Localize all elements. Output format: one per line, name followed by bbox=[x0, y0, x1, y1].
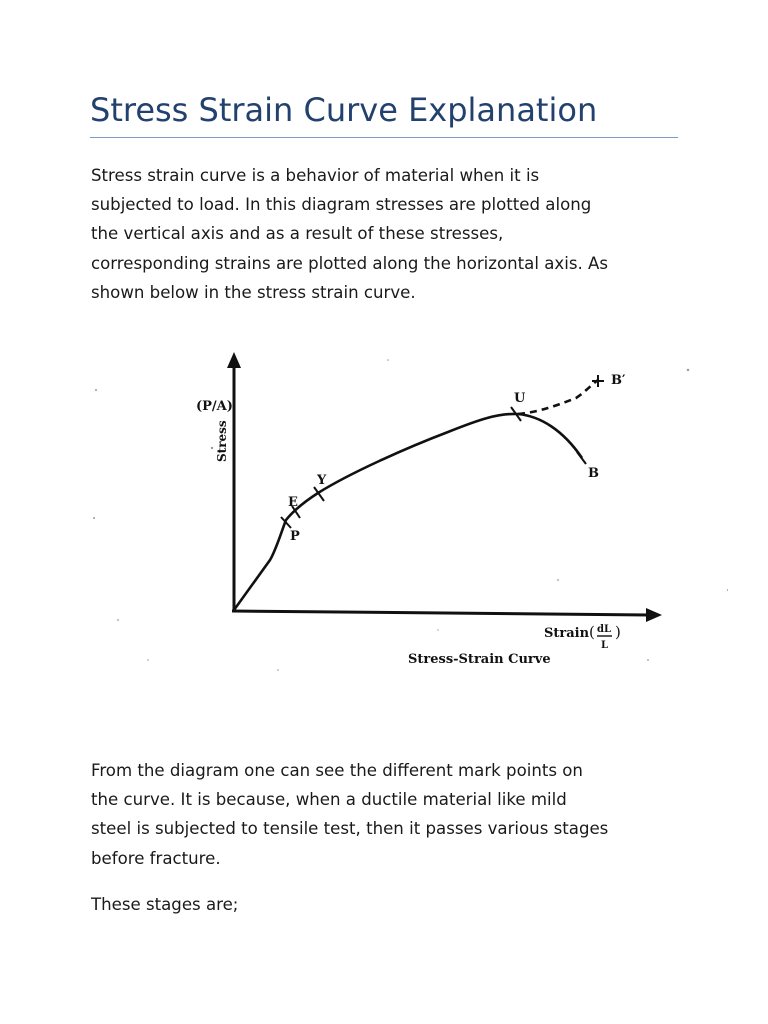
point-label-p: P bbox=[290, 529, 300, 544]
true-stress-curve-dashed bbox=[518, 380, 598, 414]
stress-strain-diagram bbox=[88, 330, 728, 690]
point-label-b-prime: B′ bbox=[611, 373, 626, 388]
curve-markers bbox=[281, 375, 604, 528]
intro-paragraph: Stress strain curve is a behavior of material when it is subjected to load. In this diagram stresses are plotted along the vertical axis and as a result of these stresses, corresponding strains are plotted along the horizontal axis. As shown below in the stress strain curve. bbox=[91, 166, 609, 302]
point-label-e: E bbox=[288, 495, 298, 510]
point-label-b: B bbox=[588, 466, 599, 481]
x-axis-arrow-icon bbox=[646, 608, 662, 622]
point-label-y: Y bbox=[317, 473, 327, 488]
y-axis-arrow-icon bbox=[227, 352, 241, 368]
x-axis-unit-denominator: L bbox=[601, 640, 609, 651]
x-axis-label: Strain bbox=[544, 626, 590, 641]
y-axis-unit: (P/A) bbox=[196, 399, 233, 414]
stages-intro-paragraph: These stages are; bbox=[91, 895, 239, 914]
x-axis-unit-open-paren: ( bbox=[589, 623, 595, 641]
page-title: Stress Strain Curve Explanation bbox=[90, 91, 598, 129]
x-axis-unit-close-paren: ) bbox=[615, 623, 621, 641]
scan-speckle bbox=[93, 359, 728, 671]
point-label-u: U bbox=[514, 391, 526, 406]
stress-strain-curve bbox=[234, 414, 582, 610]
x-axis-unit-numerator: dL bbox=[597, 624, 612, 635]
x-axis bbox=[232, 611, 650, 615]
stress-strain-figure bbox=[88, 330, 728, 690]
marker-b bbox=[577, 452, 586, 464]
title-underline bbox=[90, 137, 678, 138]
figure-caption: Stress-Strain Curve bbox=[408, 652, 551, 667]
y-axis-label: Stress bbox=[215, 420, 229, 462]
explanation-paragraph: From the diagram one can see the different mark points on the curve. It is because, when a ductile material like mild steel is subjected to tensile test, then it passes various stages before fracture. bbox=[91, 761, 609, 868]
